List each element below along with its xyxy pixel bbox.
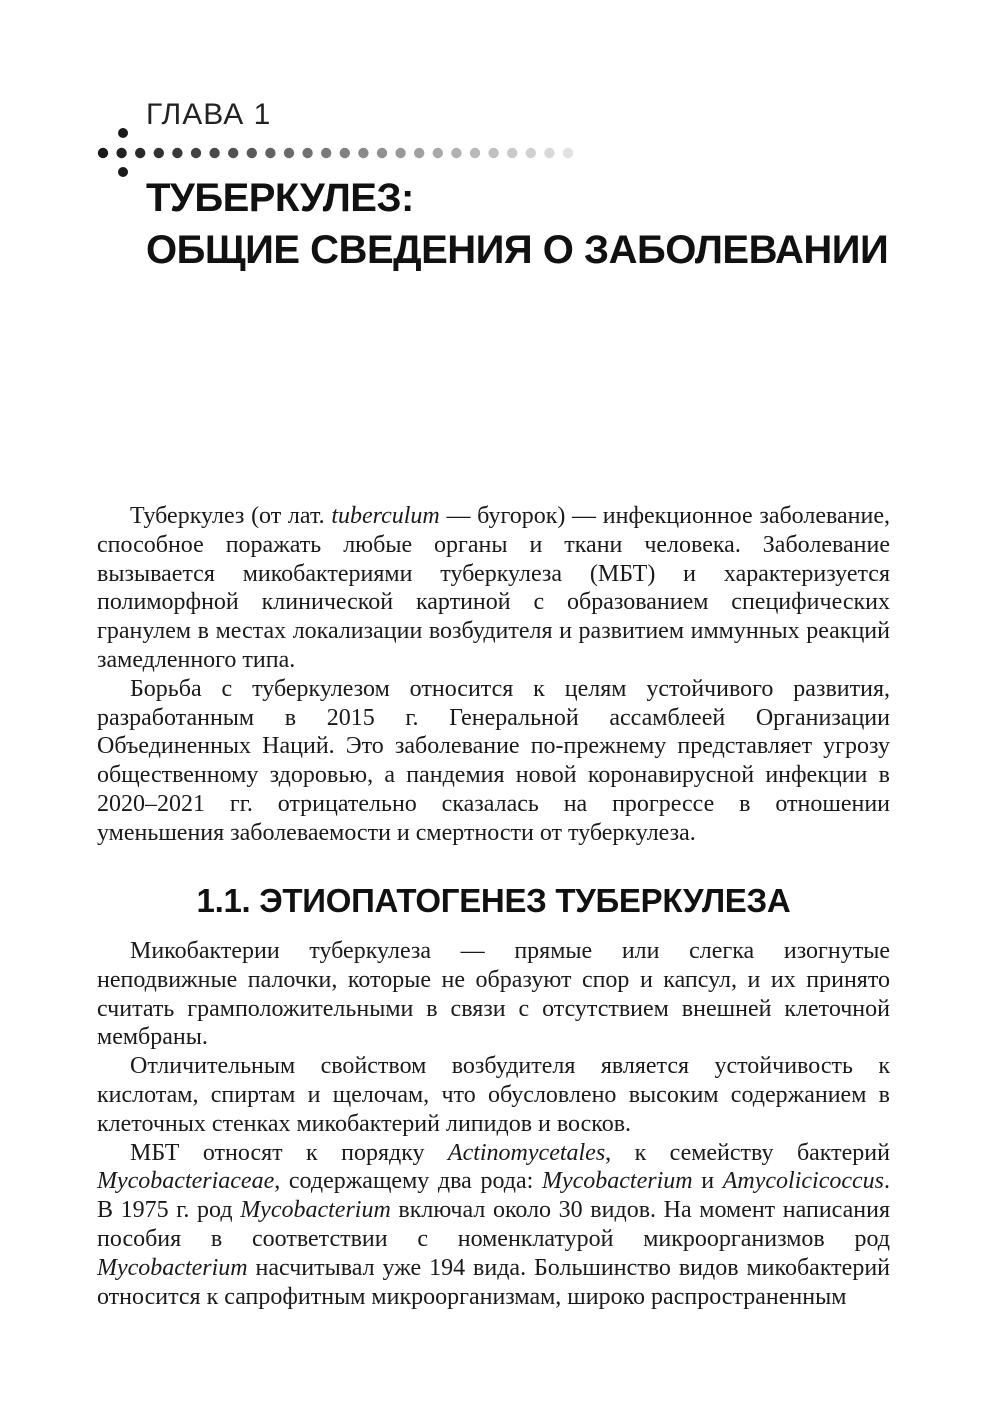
decorative-dot bbox=[414, 148, 424, 158]
decorative-dot bbox=[209, 148, 219, 158]
section-paragraph-3: МБТ относят к порядку Actinomycetales, к семейству бактерий Mycobacteriaceae, содержащему два рода: Mycobacterium и Amycolicicoccus. В 1975 г. род Mycobacterium включал около 30 видов. На момент написания пособия в соответствии с номенклатурой микроорганизмов род Mycobacterium насчитывал уже 194 вида. Большинство видов микобактерий относится к сапрофитным микроорганизмам, широко распространенным bbox=[97, 1139, 890, 1310]
decorative-dot bbox=[563, 148, 573, 158]
chapter-title-line-2: ОБЩИЕ СВЕДЕНИЯ О ЗАБОЛЕВАНИИ bbox=[146, 228, 889, 272]
decorative-dot bbox=[284, 148, 294, 158]
decorative-dot bbox=[98, 148, 108, 158]
decorative-dot bbox=[118, 128, 128, 138]
section-text bbox=[97, 937, 890, 1311]
decorative-dot bbox=[544, 148, 554, 158]
decorative-dot bbox=[228, 148, 238, 158]
chapter-title-line-1: ТУБЕРКУЛЕЗ: bbox=[146, 176, 414, 220]
section-paragraph-1: Микобактерии туберкулеза — прямые или слегка изогнутые неподвижные палочки, которые не образуют спор и капсул, и их принято считать грамположительными в связи с отсутствием внешней клеточной мембраны. bbox=[97, 938, 890, 1051]
section-heading: 1.1. ЭТИОПАТОГЕНЕЗ ТУБЕРКУЛЕЗА bbox=[196, 882, 791, 919]
decorative-dot bbox=[395, 148, 405, 158]
decorative-dot bbox=[451, 148, 461, 158]
dot-row bbox=[98, 148, 573, 158]
decorative-dot bbox=[358, 148, 368, 158]
decorative-dot bbox=[488, 148, 498, 158]
decorative-dot bbox=[265, 148, 275, 158]
chapter-label: ГЛАВА 1 bbox=[146, 98, 272, 131]
decorative-dot bbox=[191, 148, 201, 158]
intro-paragraph-1: Туберкулез (от лат. tuberculum — бугорок) — инфекционное заболевание, способное поражать любые органы и ткани человека. Заболевание вызывается микобактериями туберкулеза (МБТ) и характеризуется полиморфной клинической картиной с образованием специфических гранулем в местах локализации возбудителя и развитием иммунных реакций замедленного типа. bbox=[97, 503, 890, 673]
decorative-dot bbox=[340, 148, 350, 158]
decorative-dot bbox=[526, 148, 536, 158]
decorative-dot bbox=[135, 148, 145, 158]
decorative-dot bbox=[154, 148, 164, 158]
latin-term: tuberculum bbox=[331, 503, 440, 529]
section-paragraph-2: Отличительным свойством возбудителя является устойчивость к кислотам, спиртам и щелочам, что обусловлено высоким содержанием в клеточных стенках микобактерий липидов и восков. bbox=[97, 1053, 890, 1137]
decorative-dot bbox=[470, 148, 480, 158]
decorative-dot bbox=[116, 148, 126, 158]
decorative-dot bbox=[433, 148, 443, 158]
decorative-dot bbox=[507, 148, 517, 158]
decorative-dot bbox=[247, 148, 257, 158]
decorative-dot bbox=[321, 148, 331, 158]
intro-text bbox=[97, 502, 890, 848]
decorative-dot bbox=[118, 167, 128, 177]
chapter-title bbox=[146, 172, 888, 276]
decorative-dot bbox=[302, 148, 312, 158]
decorative-dot bbox=[172, 148, 182, 158]
intro-paragraph-2: Борьба с туберкулезом относится к целям устойчивого развития, разработанным в 2015 г. Генеральной ассамблеей Организации Объединенных Наций. Это заболевание по-прежнему представляет угрозу общественному здоровью, а пандемия новой коронавирусной инфекции в 2020–2021 гг. отрицательно сказалась на прогрессе в отношении уменьшения заболеваемости и смертности от туберкулеза. bbox=[97, 675, 890, 846]
decorative-dot bbox=[377, 148, 387, 158]
